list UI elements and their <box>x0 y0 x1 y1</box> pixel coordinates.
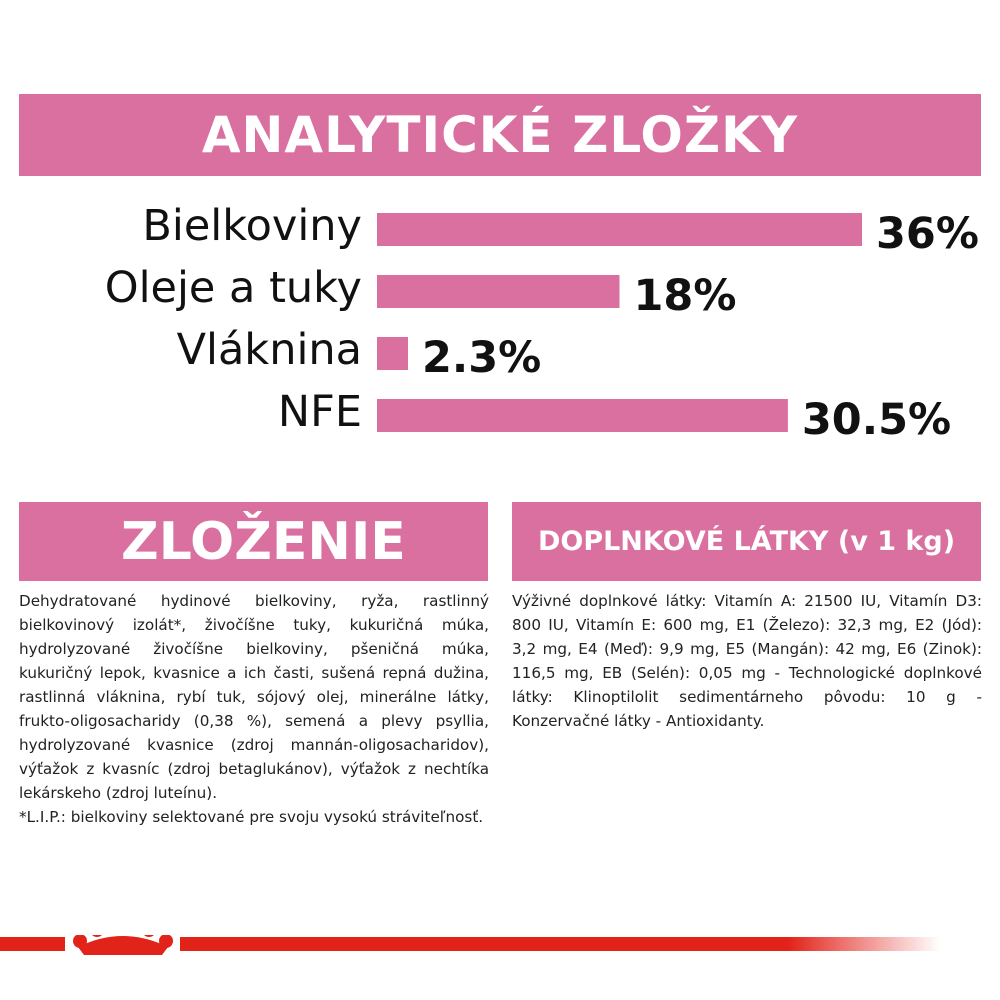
composition-footnote: *L.I.P.: bielkoviny selektované pre svoju vysokú stráviteľnosť. <box>19 808 484 826</box>
bar <box>377 275 620 308</box>
bar-category-label: NFE <box>277 387 362 437</box>
analytic-components-banner: ANALYTICKÉ ZLOŽKY <box>19 94 981 176</box>
bar-category-label: Vláknina <box>176 325 362 375</box>
footer-red-line-right <box>180 937 940 951</box>
bar-category-label: Oleje a tuky <box>104 263 362 313</box>
composition-banner: ZLOŽENIE <box>19 502 488 581</box>
composition-section <box>19 589 489 829</box>
bar-value-label: 18% <box>633 271 737 321</box>
composition-text: Dehydratované hydinové bielkoviny, ryža, rastlinný bielkovinový izolát*, živočíšne tuky, kukuričná múka, hydrolyzované živočíšne bielkoviny, pšeničná múka, kukuričný lepok, kvasnice a ich časti, sušená repná dužina, rastlinná vláknina, rybí tuk, sójový olej, minerálne látky, frukto-oligosacharidy (0,38 %), semená a plevy psyllia, hydrolyzované kvasnice (zdroj mannán-oligosacharidov), výťažok z kvasníc (zdroj betaglukánov), výťažok z nechtíka lekárskeho (zdroj luteínu). <box>19 592 489 802</box>
analytic-bar-chart <box>0 190 1000 450</box>
footer-brand-strip <box>0 935 1000 955</box>
additives-section <box>512 589 982 733</box>
crown-icon <box>73 935 173 955</box>
footer-red-line-left <box>0 937 65 951</box>
additives-text: Výživné doplnkové látky: Vitamín A: 21500 IU, Vitamín D3: 800 IU, Vitamín E: 600 mg, E1 (Železo): 32,3 mg, E2 (Jód): 3,2 mg, E4 (Meď): 9,9 mg, E5 (Mangán): 42 mg, E6 (Zinok): 116,5 mg, EB (Selén): 0,05 mg - Technologické doplnkové látky: Klinoptilolit sedimentárneho pôvodu: 10 g - Konzervačné látky - Antioxidanty. <box>512 592 982 730</box>
bar-value-label: 2.3% <box>421 333 542 383</box>
bar <box>377 213 862 246</box>
bar <box>377 399 788 432</box>
bar-category-label: Bielkoviny <box>142 201 362 251</box>
bar <box>377 337 408 370</box>
additives-banner: DOPLNKOVÉ LÁTKY (v 1 kg) <box>512 502 981 581</box>
bar-value-label: 30.5% <box>801 395 952 445</box>
bar-value-label: 36% <box>876 209 979 259</box>
